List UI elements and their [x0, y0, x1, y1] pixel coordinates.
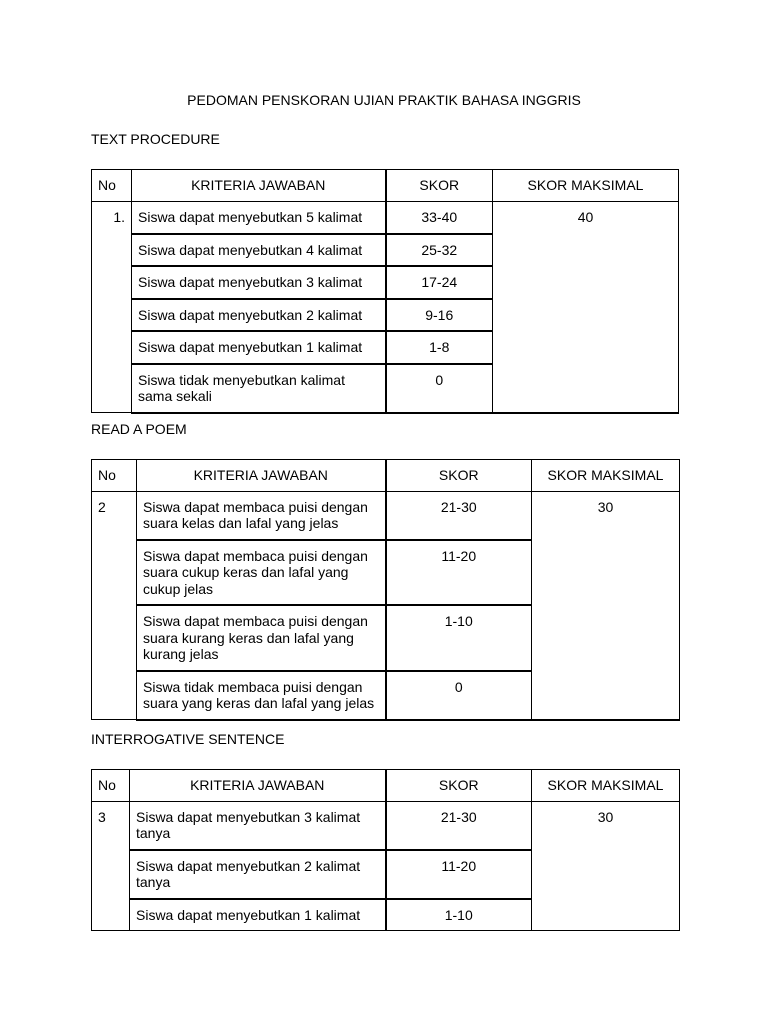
criteria-cell: Siswa tidak membaca puisi dengan suara yang keras dan lafal yang jelas	[137, 671, 386, 720]
criteria-cell: Siswa dapat membaca puisi dengan suara kurang keras dan lafal yang kurang jelas	[137, 605, 386, 671]
criteria-cell: Siswa dapat menyebutkan 2 kalimat tanya	[130, 850, 386, 899]
header-skor-maksimal: SKOR MAKSIMAL	[532, 770, 680, 802]
header-skor: SKOR	[386, 770, 532, 802]
header-skor: SKOR	[386, 170, 493, 202]
criteria-cell: Siswa dapat membaca puisi dengan suara kelas dan lafal yang jelas	[137, 491, 386, 540]
score-cell: 0	[386, 671, 532, 720]
score-cell: 0	[386, 364, 493, 413]
header-kriteria: KRITERIA JAWABAN	[132, 170, 386, 202]
score-cell: 1-10	[386, 605, 532, 671]
score-cell: 11-20	[386, 850, 532, 899]
criteria-cell: Siswa dapat menyebutkan 1 kalimat	[130, 899, 386, 931]
header-no: No	[92, 770, 130, 802]
header-skor-maksimal: SKOR MAKSIMAL	[532, 460, 680, 492]
score-cell: 21-30	[386, 801, 532, 850]
score-cell: 1-10	[386, 899, 532, 931]
header-kriteria: KRITERIA JAWABAN	[137, 460, 386, 492]
score-table-interrogative-sentence	[91, 769, 680, 931]
section-heading-read-a-poem: READ A POEM	[91, 421, 187, 437]
score-table-read-a-poem	[91, 459, 680, 721]
criteria-cell: Siswa dapat menyebutkan 1 kalimat	[132, 331, 386, 364]
criteria-cell: Siswa dapat menyebutkan 4 kalimat	[132, 234, 386, 267]
score-cell: 33-40	[386, 202, 493, 234]
criteria-cell: Siswa tidak menyebutkan kalimat sama sekali	[132, 364, 386, 413]
row-number: 3	[92, 801, 130, 931]
criteria-cell: Siswa dapat menyebutkan 3 kalimat tanya	[130, 801, 386, 850]
score-cell: 25-32	[386, 234, 493, 267]
header-skor: SKOR	[386, 460, 532, 492]
max-score-cell: 30	[532, 801, 680, 931]
score-cell: 21-30	[386, 491, 532, 540]
score-cell: 1-8	[386, 331, 493, 364]
header-no: No	[92, 170, 132, 202]
max-score-cell: 30	[532, 491, 680, 720]
header-no: No	[92, 460, 137, 492]
document-title: PEDOMAN PENSKORAN UJIAN PRAKTIK BAHASA INGGRIS	[187, 92, 581, 108]
score-table-text-procedure	[91, 169, 679, 414]
section-heading-text-procedure: TEXT PROCEDURE	[91, 131, 220, 147]
section-heading-interrogative-sentence: INTERROGATIVE SENTENCE	[91, 731, 285, 747]
criteria-cell: Siswa dapat menyebutkan 5 kalimat	[132, 202, 386, 234]
row-number: 1.	[92, 202, 132, 413]
max-score-cell: 40	[493, 202, 679, 413]
score-cell: 17-24	[386, 266, 493, 299]
score-cell: 11-20	[386, 540, 532, 606]
score-cell: 9-16	[386, 299, 493, 332]
criteria-cell: Siswa dapat membaca puisi dengan suara cukup keras dan lafal yang cukup jelas	[137, 540, 386, 606]
criteria-cell: Siswa dapat menyebutkan 3 kalimat	[132, 266, 386, 299]
row-number: 2	[92, 491, 137, 720]
header-skor-maksimal: SKOR MAKSIMAL	[493, 170, 679, 202]
criteria-cell: Siswa dapat menyebutkan 2 kalimat	[132, 299, 386, 332]
header-kriteria: KRITERIA JAWABAN	[130, 770, 386, 802]
